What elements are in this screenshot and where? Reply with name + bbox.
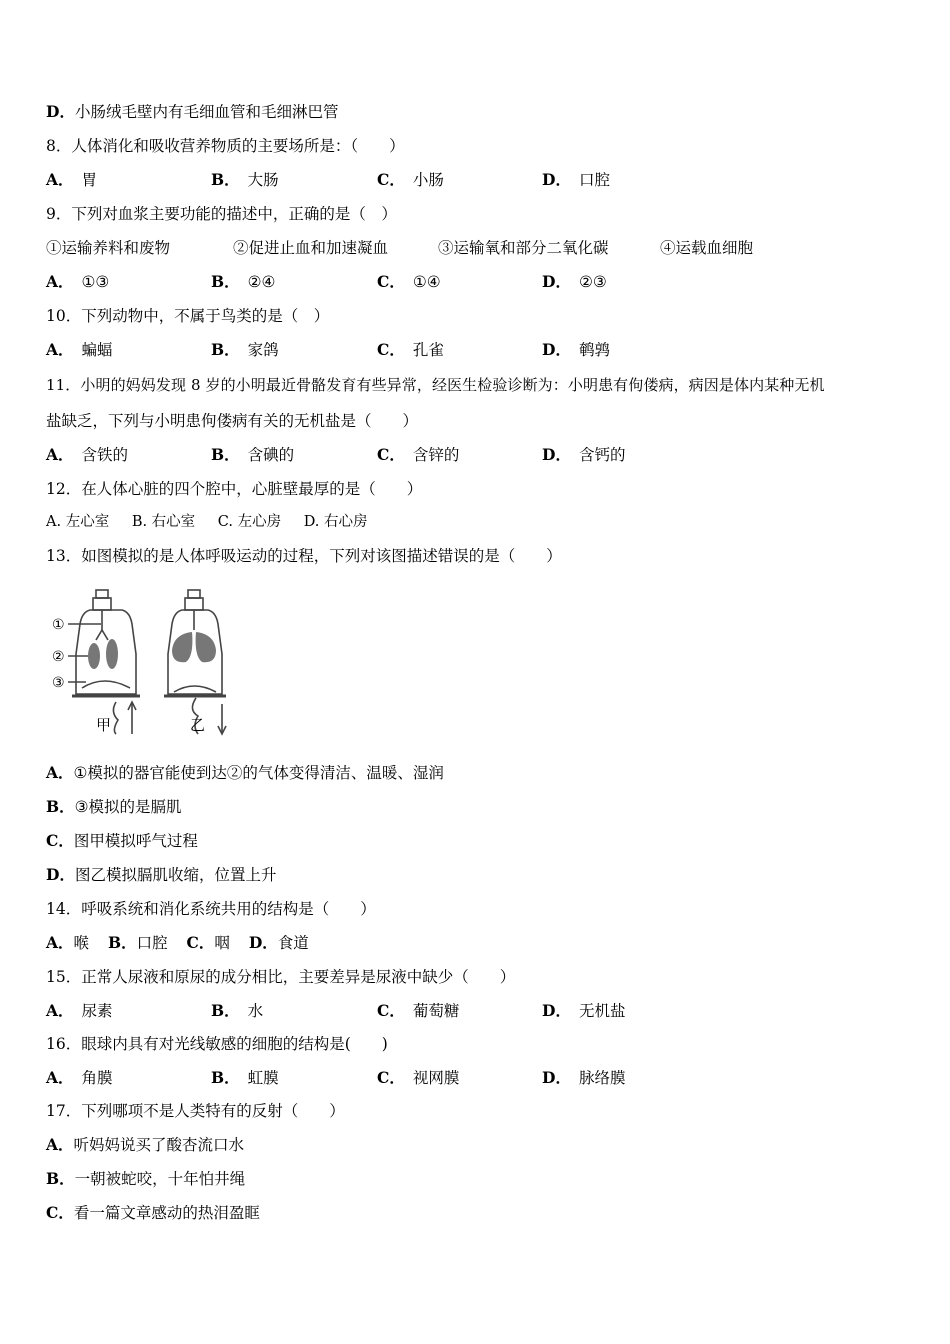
q15-stem: 15．正常人尿液和原尿的成分相比，主要差异是尿液中缺少（ ） [46,968,516,986]
q11-option-a: A． 含铁的 [46,445,129,464]
q9-option-b: B． ②④ [211,272,276,291]
q15-option-c: C． 葡萄糖 [377,1001,460,1020]
q9-option-c: C． ①④ [377,272,441,291]
q16-options [46,1068,906,1088]
label-yi: 乙 [190,716,206,734]
q14-option-c: C．咽 [186,933,230,952]
q15-option-a: A． 尿素 [46,1001,113,1020]
q9-option-d: D． ②③ [542,272,607,291]
jar-stopper-right [188,590,200,598]
q8-options [46,170,906,190]
q10-stem: 10．下列动物中，不属于鸟类的是（ ） [46,307,330,325]
marker-2: ② [52,649,65,665]
q8-stem: 8．人体消化和吸收营养物质的主要场所是：（ ） [46,137,405,155]
q16-option-a: A． 角膜 [46,1068,113,1087]
q17-stem: 17．下列哪项不是人类特有的反射（ ） [46,1102,345,1120]
q12-stem: 12．在人体心脏的四个腔中，心脏壁最厚的是（ ） [46,480,423,498]
q7-option-d [46,102,338,122]
q11-options [46,445,906,465]
q11-option-d: D． 含钙的 [542,445,626,464]
q13-option-c: C．图甲模拟呼气过程 [46,831,198,850]
q9-statement-1: ①运输养料和废物 [46,239,171,257]
q14-option-a: A．喉 [46,933,90,952]
q14-option-b: B．口腔 [107,933,168,952]
bell-jar-diagram [46,584,256,744]
q16-stem: 16．眼球内具有对光线敏感的细胞的结构是( ) [46,1035,388,1053]
q15-option-d: D． 无机盐 [542,1001,626,1020]
q14-option-d: D．食道 [248,933,309,952]
q9-statements [46,238,906,258]
jar-stopper-left [96,590,108,598]
q9-statement-4: ④运载血细胞 [660,239,754,257]
q9-statement-3: ③运输氧和部分二氧化碳 [438,239,609,257]
q11-option-b: B． 含碘的 [211,445,295,464]
q17-option-b: B．一朝被蛇咬，十年怕井绳 [46,1169,246,1188]
q12-option-a: A. 左心室 [46,514,110,530]
q17-option-a: A．听妈妈说买了酸杏流口水 [46,1135,245,1154]
q10-options [46,340,906,360]
q12-option-c: C. 左心房 [217,514,282,530]
q13-option-b: B．③模拟的是膈肌 [46,797,182,816]
q10-option-a: A． 蝙蝠 [46,340,113,359]
q16-option-c: C． 视网膜 [377,1068,460,1087]
q10-option-b: B． 家鸽 [211,340,279,359]
q12-option-b: B. 右心室 [131,514,196,530]
diaphragm-right [174,686,216,692]
q12-option-d: D. 右心房 [303,514,368,530]
q11-stem-line2: 盐缺乏，下列与小明患佝偻病有关的无机盐是（ ） [46,412,419,430]
lung-left-1 [88,643,100,669]
marker-3: ③ [52,675,65,691]
q17-option-c: C．看一篇文章感动的热泪盈眶 [46,1203,260,1222]
q14-options [46,933,323,953]
diaphragm-left [82,681,130,688]
breathing-model-figure [46,584,256,744]
q8-option-d: D． 口腔 [542,170,610,189]
q10-option-d: D． 鹌鹑 [542,340,610,359]
q8-option-a: A． 胃 [46,170,98,189]
lung-left-2 [106,639,118,669]
q13-option-a: A．①模拟的器官能使到达②的气体变得清洁、温暖、湿润 [46,763,444,782]
q15-option-b: B． 水 [211,1001,264,1020]
label-jia: 甲 [96,716,112,734]
option-letter: D． [46,102,75,121]
q12-options [46,512,386,532]
q8-option-b: B． 大肠 [211,170,279,189]
q9-option-a: A． ①③ [46,272,110,291]
q14-stem: 14．呼吸系统和消化系统共用的结构是（ ） [46,900,376,918]
q11-stem-line1: 11．小明的妈妈发现 8 岁的小明最近骨骼发育有些异常，经医生检验诊断为：小明患有佝偻病，病因是体内某种无机 [46,376,825,394]
q16-option-b: B． 虹膜 [211,1068,279,1087]
q13-option-d: D．图乙模拟膈肌收缩，位置上升 [46,865,277,884]
q9-options [46,272,906,292]
option-text: 小肠绒毛壁内有毛细血管和毛细淋巴管 [74,103,339,121]
q9-stem: 9．下列对血浆主要功能的描述中，正确的是（ ） [46,205,397,223]
lung-right-2 [196,632,216,662]
q15-options [46,1001,906,1021]
q10-option-c: C． 孔雀 [377,340,444,359]
q11-option-c: C． 含锌的 [377,445,460,464]
q13-stem: 13．如图模拟的是人体呼吸运动的过程，下列对该图描述错误的是（ ） [46,547,562,565]
q16-option-d: D． 脉络膜 [542,1068,626,1087]
q9-statement-2: ②促进止血和加速凝血 [233,239,389,257]
lung-right-1 [172,632,192,662]
q8-option-c: C． 小肠 [377,170,444,189]
marker-1: ① [52,617,65,633]
